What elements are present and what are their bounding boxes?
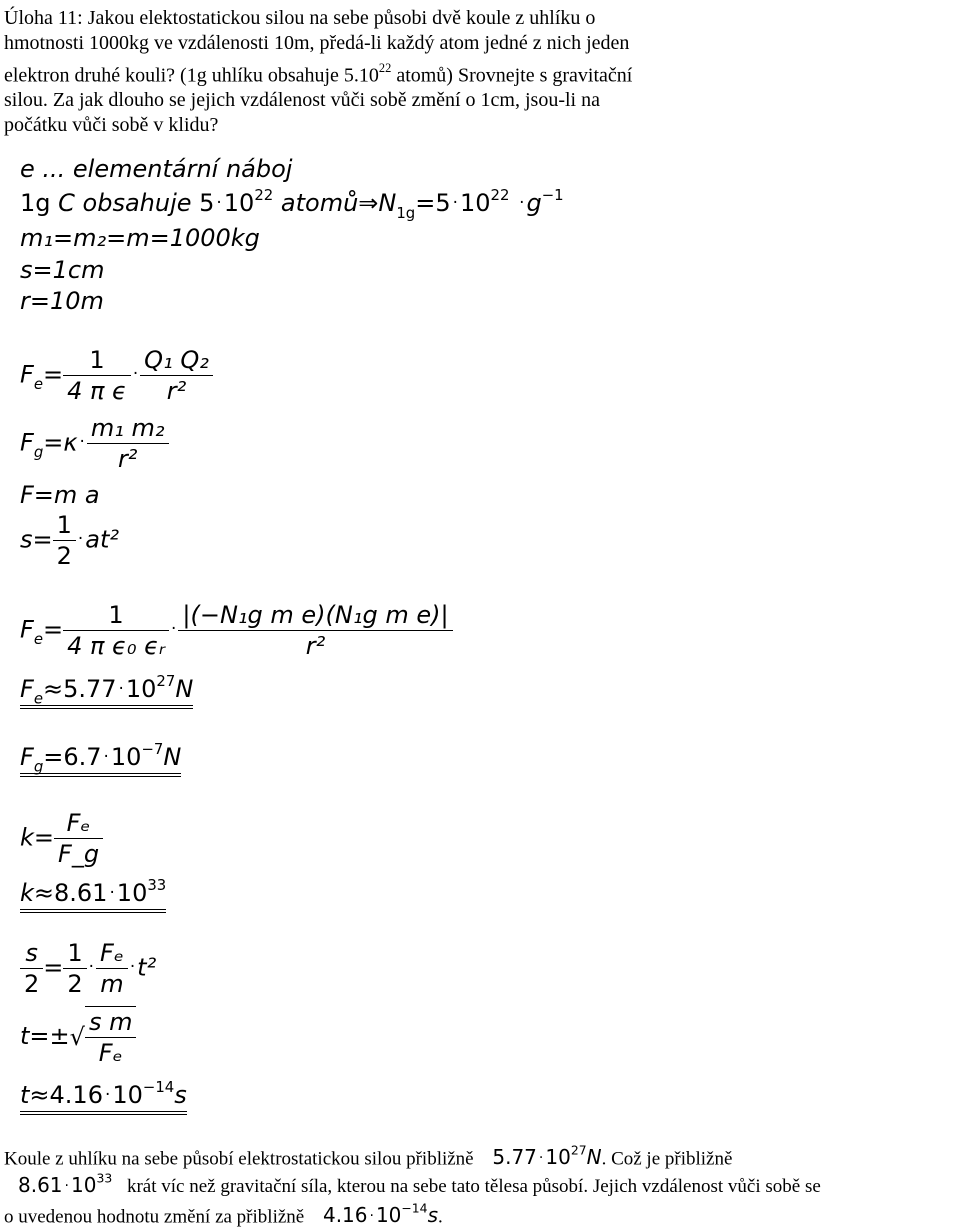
atoms-per-gram: 1g C obsahuje $5 \cdot 10^{22}$ $atomů\Rightarrow N_{1g}=5 \cdot 10^{22} \cdot g^{-1}$ [20,186,564,222]
coulomb-substituted: $F_e=$ $\frac{1}{\text{4 π ϵ₀ ϵᵣ}}$ · $\frac{\text{|(−N₁g m e)(N₁g m e)|}}{\text{r²}}$ [20,600,453,661]
problem-line: elektron druhé kouli? (1g uhlíku obsahuje 5.10$^{22}$ atomů) Srovnejte s gravitační [4,61,633,87]
newton-law: F=m a [20,481,100,509]
problem-line: silou. Za jak dlouho se jejich vzdálenost vůči sobě změní o 1cm, jsou-li na [4,89,600,112]
fg-result: $F_g=6.7 \cdot 10^{-7}N$ [20,740,182,776]
conclusion-line: o uvedenou hodnotu změní za přibližně $4.16 \cdot 10^{-14}s$. [4,1201,443,1228]
conclusion-line: Koule z uhlíku na sebe působí elektrostatickou silou přibližně $5.77 \cdot 10^{27}N$. Což je přibližně [4,1143,733,1170]
problem-line: hmotnosti 1000kg ve vzdálenosti 10m, předá-li každý atom jedné z nich jeden [4,32,630,54]
time-solution: t=±√ $\frac{\text{s m}}{\text{Fₑ}}$ [20,1006,136,1068]
problem-line: Úloha 11: Jakou elektostatickou silou na sebe působi dvě koule z uhlíku o [4,7,596,29]
problem-statement [4,6,632,138]
sqrt-symbol: √ [69,1023,85,1051]
coulomb-law: $F_e=$ $\frac{1}{\text{4 π ϵ}}$ · $\frac{\text{Q₁ Q₂}}{\text{r²}}$ [20,345,213,406]
elementary-charge-def: e ... elementární náboj [20,155,293,183]
ratio-result: $k\approx 8.61 \cdot 10^{33}$ [20,876,166,907]
force-ratio: k= $\frac{\text{Fₑ}}{F\_g}$ [20,808,103,869]
mass-given: m₁=m₂=m=1000kg [20,224,260,252]
time-equation: $\frac{s}{2}$ = $\frac{1}{2}$ · $\frac{\text{Fₑ}}{m}$ ·t² [20,938,156,999]
time-result: $t\approx 4.16 \cdot 10^{-14}s$ [20,1078,187,1109]
fe-result: $F_e\approx 5.77 \cdot 10^{27}N$ [20,672,194,708]
conclusion-line: $8.61 \cdot 10^{33}$ krát víc než gravitační síla, kterou na sebe tato tělesa působí. Jejich vzdálenost vůči sobě se [18,1171,821,1198]
kinematics-law: s= $\frac{1}{2}$ ·at² [20,511,119,570]
gravitation-law: $F_g=\kappa$ · $\frac{\text{m₁ m₂}}{\text{r²}}$ [20,413,169,474]
problem-line: počátku vůči sobě v klidu? [4,114,219,137]
distance-given: r=10m [20,287,104,315]
distance-change-given: s=1cm [20,256,105,284]
